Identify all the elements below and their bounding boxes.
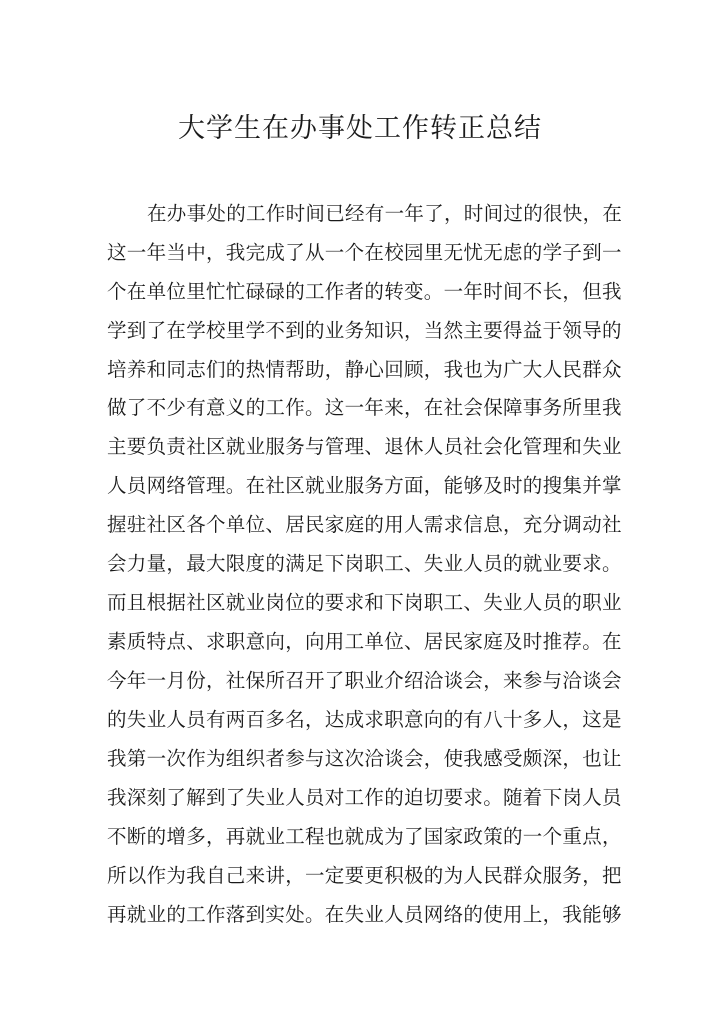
paragraph-line: 这一年当中，我完成了从一个在校园里无忧无虑的学子到一 <box>107 241 622 264</box>
paragraph-line: 握驻社区各个单位、居民家庭的用人需求信息，充分调动社 <box>107 513 622 536</box>
paragraph-line: 会力量，最大限度的满足下岗职工、失业人员的就业要求。 <box>107 552 622 575</box>
paragraph-line: 培养和同志们的热情帮助，静心回顾，我也为广大人民群众 <box>107 358 622 381</box>
paragraph-line: 而且根据社区就业岗位的要求和下岗职工、失业人员的职业 <box>107 591 622 614</box>
paragraph-line: 我第一次作为组织者参与这次洽谈会，使我感受颇深，也让 <box>107 747 622 770</box>
paragraph-line: 所以作为我自己来讲，一定要更积极的为人民群众服务，把 <box>107 864 622 887</box>
paragraph-line: 不断的增多，再就业工程也就成为了国家政策的一个重点， <box>107 825 622 848</box>
paragraph-line: 学到了在学校里学不到的业务知识，当然主要得益于领导的 <box>107 319 622 342</box>
paragraph-line: 的失业人员有两百多名，达成求职意向的有八十多人，这是 <box>107 708 622 731</box>
paragraph-line: 在办事处的工作时间已经有一年了，时间过的很快，在 <box>147 202 623 225</box>
paragraph-line: 我深刻了解到了失业人员对工作的迫切要求。随着下岗人员 <box>107 786 622 809</box>
paragraph-line: 做了不少有意义的工作。这一年来，在社会保障事务所里我 <box>107 396 622 419</box>
document-title: 大学生在办事处工作转正总结 <box>178 113 542 144</box>
paragraph-line: 人员网络管理。在社区就业服务方面，能够及时的搜集并掌 <box>107 474 622 497</box>
paragraph-line: 个在单位里忙忙碌碌的工作者的转变。一年时间不长，但我 <box>107 280 622 303</box>
paragraph-line: 再就业的工作落到实处。在失业人员网络的使用上，我能够 <box>107 903 622 926</box>
paragraph-line: 今年一月份，社保所召开了职业介绍洽谈会，来参与洽谈会 <box>107 669 622 692</box>
paragraph-line: 主要负责社区就业服务与管理、退休人员社会化管理和失业 <box>107 435 622 458</box>
paragraph-line: 素质特点、求职意向，向用工单位、居民家庭及时推荐。在 <box>107 630 622 653</box>
